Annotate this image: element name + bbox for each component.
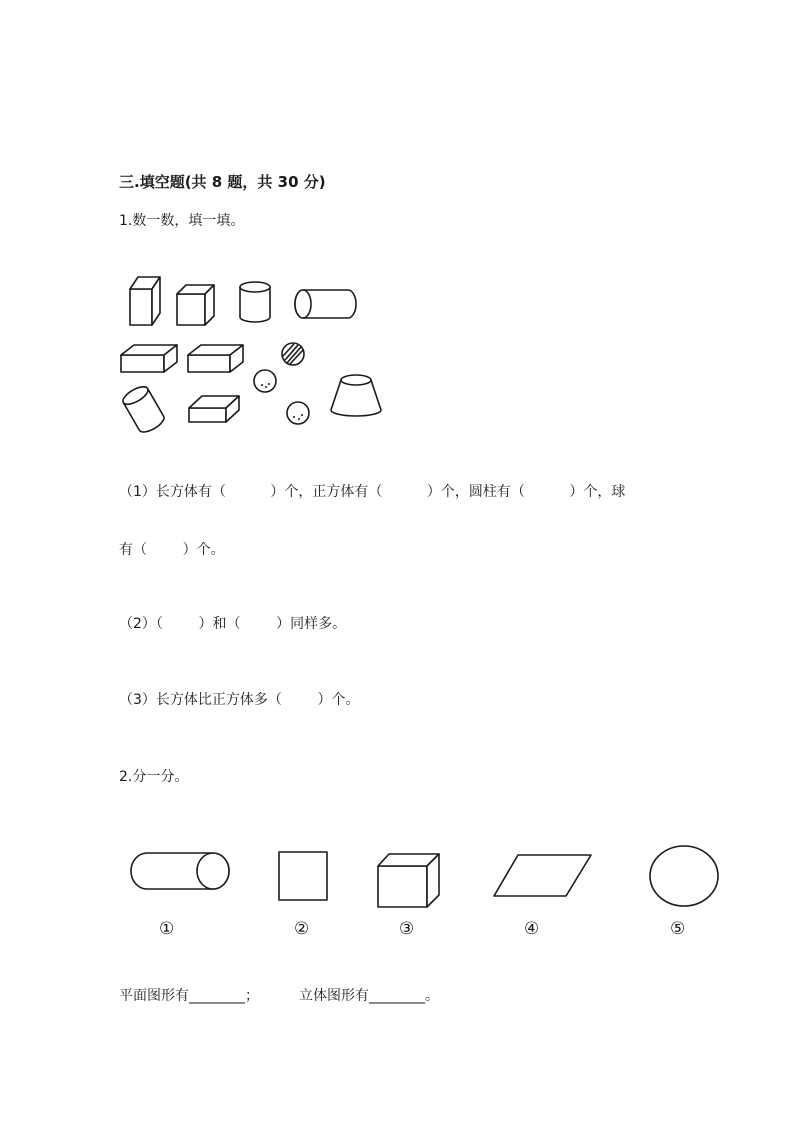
question-1-prompt: 1.数一数，填一填。 xyxy=(119,213,245,229)
shape-label-1: ① xyxy=(159,919,175,939)
shape-label-5: ⑤ xyxy=(670,919,686,939)
square-icon xyxy=(279,852,327,900)
q1-sub1-line2: 有（ ）个。 xyxy=(119,542,225,558)
cylinder-lying-icon xyxy=(131,853,229,889)
circle-icon xyxy=(650,846,718,906)
shape-label-3: ③ xyxy=(399,919,415,939)
question-2-prompt: 2.分一分。 xyxy=(119,769,189,785)
q1-sub1-line1: （1）长方体有（ ）个，正方体有（ ）个，圆柱有（ ）个，球 xyxy=(119,484,626,500)
parallelogram-icon xyxy=(494,855,591,896)
q1-sub3: （3）长方体比正方体多（ ）个。 xyxy=(119,692,360,708)
section-title: 三.填空题(共 8 题，共 30 分) xyxy=(119,173,326,191)
shape-label-2: ② xyxy=(294,919,310,939)
cube-3d-icon xyxy=(378,854,439,907)
shape-label-4: ④ xyxy=(524,919,540,939)
q1-sub2: （2）（ ）和（ ）同样多。 xyxy=(119,616,347,632)
q2-answer-line: 平面图形有________； 立体图形有________。 xyxy=(119,988,440,1004)
